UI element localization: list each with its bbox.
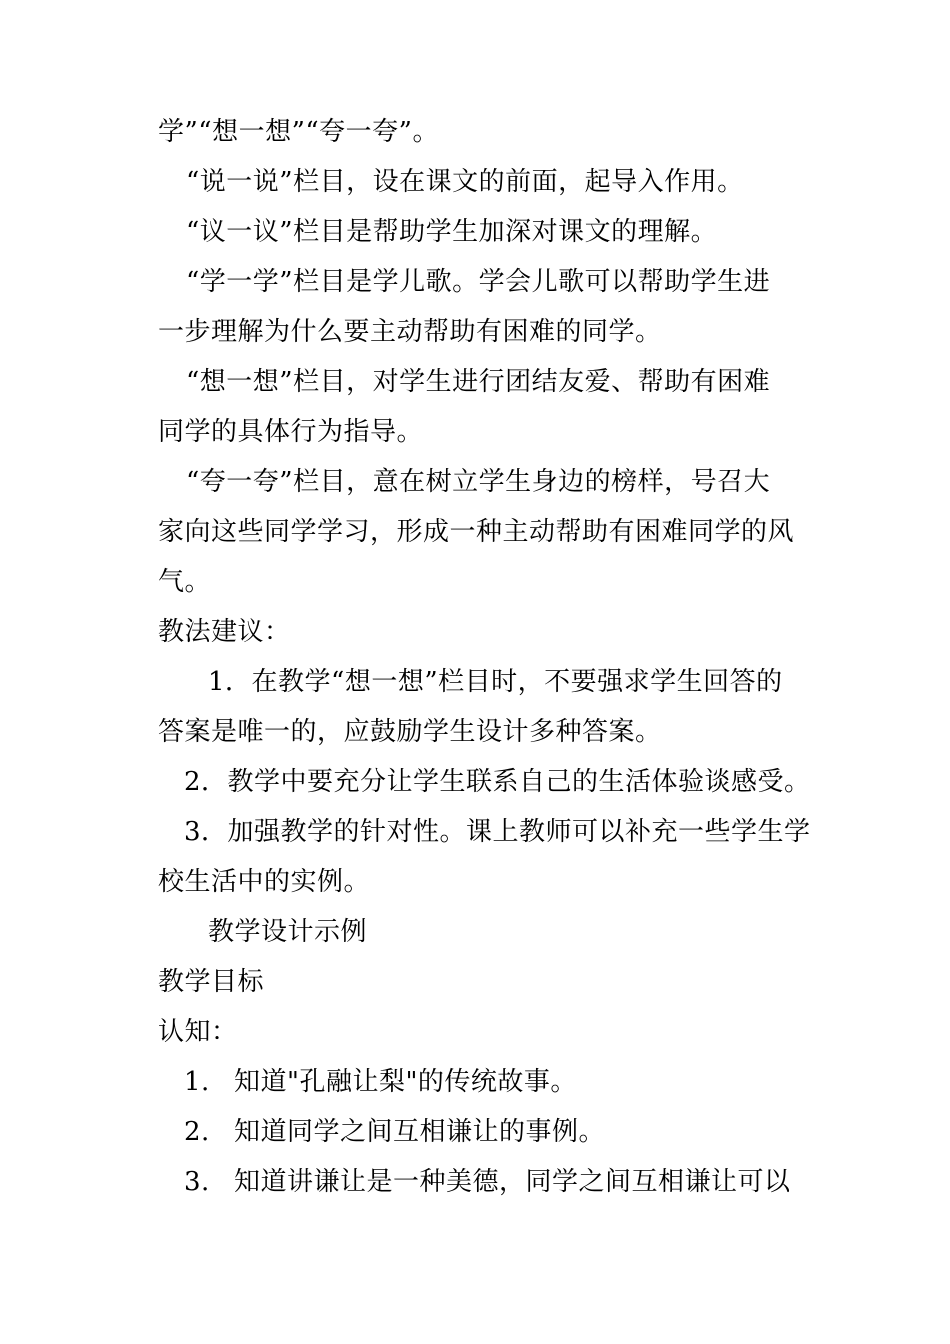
text-line: “议一议”栏目是帮助学生加深对课文的理解。: [186, 217, 718, 247]
text-line: “学一学”栏目是学儿歌。学会儿歌可以帮助学生进: [186, 267, 771, 297]
list-item-text: 知道讲谦让是一种美德，同学之间互相谦让可以: [234, 1167, 791, 1197]
section-heading: 教法建议：: [158, 617, 291, 647]
list-item-text: 知道"孔融让梨"的传统故事。: [234, 1067, 577, 1097]
list-item-number: 3.: [184, 1167, 210, 1197]
list-item: [184, 1057, 577, 1107]
list-item-number: 1.: [184, 1067, 210, 1097]
list-item: [184, 1157, 791, 1207]
section-heading: 教学目标: [158, 967, 265, 997]
text-line: 答案是唯一的，应鼓励学生设计多种答案。: [158, 717, 662, 747]
text-line: 1．在教学“想一想”栏目时，不要强求学生回答的: [208, 667, 783, 697]
section-title: 教学设计示例: [208, 917, 368, 947]
text-line: 同学的具体行为指导。: [158, 417, 424, 447]
text-line: 一步理解为什么要主动帮助有困难的同学。: [158, 317, 662, 347]
text-line: “说一说”栏目，设在课文的前面，起导入作用。: [186, 167, 744, 197]
list-item-text: 知道同学之间互相谦让的事例。: [234, 1117, 606, 1147]
subsection-heading: 认知：: [158, 1017, 238, 1047]
text-line: 学”“想一想”“夸一夸”。: [158, 117, 439, 147]
text-line: 家向这些同学学习，形成一种主动帮助有困难同学的风: [158, 517, 795, 547]
text-line: “夸一夸”栏目，意在树立学生身边的榜样，号召大: [186, 467, 771, 497]
text-line: 3．加强教学的针对性。课上教师可以补充一些学生学: [184, 817, 811, 847]
text-line: “想一想”栏目，对学生进行团结友爱、帮助有困难: [186, 367, 771, 397]
text-line: 2．教学中要充分让学生联系自己的生活体验谈感受。: [184, 767, 811, 797]
list-item-number: 2.: [184, 1117, 210, 1147]
text-line: 气。: [158, 567, 212, 597]
text-line: 校生活中的实例。: [158, 867, 371, 897]
list-item: [184, 1107, 605, 1157]
